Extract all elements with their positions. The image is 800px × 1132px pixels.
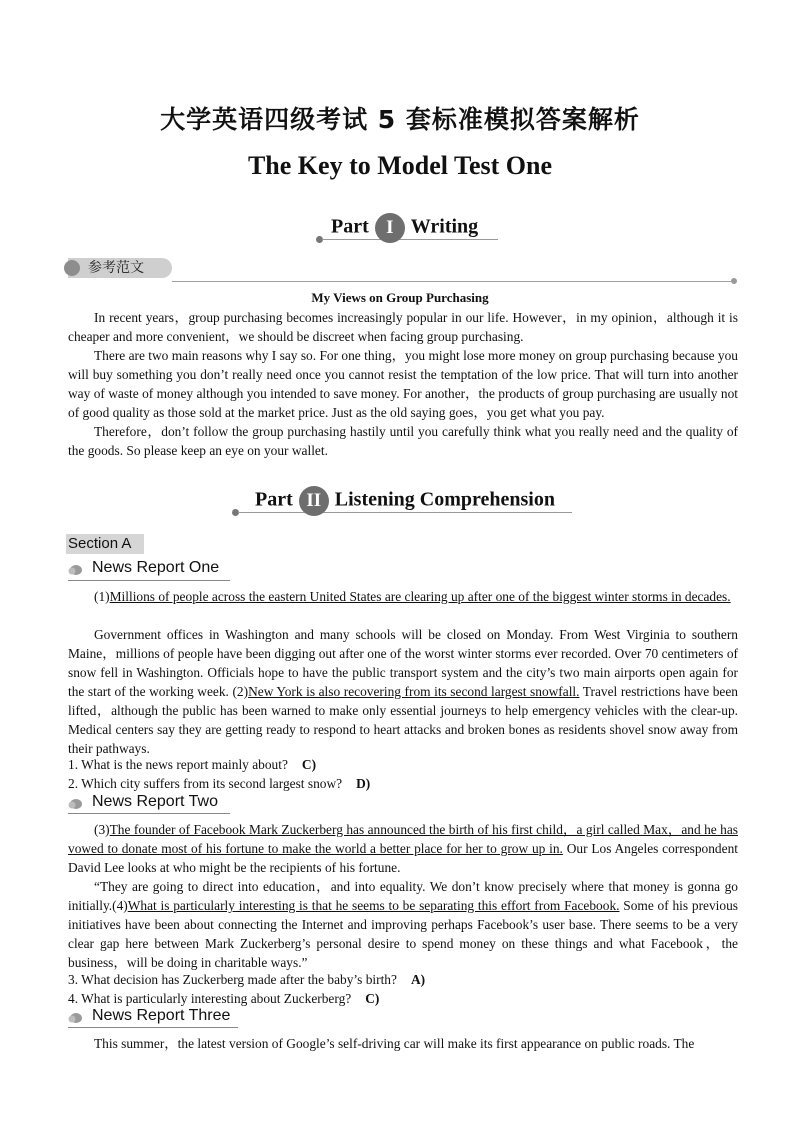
essay-paragraph: There are two main reasons why I say so. For one thing，you might lose more money on group purchasing because you will buy something you don’t really need once you cannot resist the temptation of the low price. That will turn into another way of waste of money although you intended to save money. For another，the products of group purchasing are usually not of good quality as those sold at the market price. Just as the old saying goes，you get what you pay. xyxy=(68,348,738,420)
question-text: 3. What decision has Zuckerberg made after the baby’s birth? xyxy=(68,972,397,987)
transcript-paragraph xyxy=(68,587,738,606)
answer-key: D) xyxy=(356,776,371,791)
part-name: Listening Comprehension xyxy=(334,488,555,511)
cloud-icon xyxy=(68,562,82,576)
key-sentence: Millions of people across the eastern United States are clearing up after one of the biggest winter storms in decades. xyxy=(109,589,731,604)
question-text: 4. What is particularly interesting about Zuckerberg? xyxy=(68,991,352,1006)
news-report-title: News Report Two xyxy=(92,793,218,810)
marker-number: (1) xyxy=(94,589,110,604)
question-item xyxy=(68,774,738,793)
part2-heading xyxy=(255,486,555,516)
heading-underline xyxy=(68,1027,238,1028)
test-key-title: The Key to Model Test One xyxy=(247,151,553,180)
key-sentence: New York is also recovering from its second largest snowfall. xyxy=(248,684,580,699)
marker-number: (2) xyxy=(232,684,249,699)
transcript-text: Our Los Angeles correspondent David Lee looks at who might be the recipients of his fortune. xyxy=(68,841,738,875)
transcript-text: Travel restrictions have been lifted，although the public has been warned to make only essential journeys to help emergency vehicles with the clear-up. Medical centers say they are getting ready to respond to heart attacks and broken bones as residents shovel snow away from their pathways. xyxy=(68,684,738,756)
answer-key: A) xyxy=(410,972,426,987)
bubble-icon xyxy=(64,260,80,276)
reference-tag-label: 参考范文 xyxy=(88,260,144,276)
transcript-paragraph xyxy=(68,820,738,877)
transcript-text: Some of his previous initiatives have been about connecting the Internet and improving perhaps Facebook’s user base. There seems to be a very clear gap here between Mark Zuckerberg’s personal desire to spend money on these things and what Facebook，the business，will be doing in charitable ways.” xyxy=(68,898,738,970)
part-name: Writing xyxy=(410,215,479,238)
transcript-text: “They are going to direct into education，and into equality. We don’t know precisely where that money is gonna go initially. xyxy=(68,879,738,913)
key-sentence: What is particularly interesting is that he seems to be separating this effort from Facebook. xyxy=(127,898,620,913)
marker-number: (4) xyxy=(112,898,128,913)
question-item xyxy=(68,970,738,989)
marker-number: (3) xyxy=(94,822,110,837)
transcript-text: Government offices in Washington and many schools will be closed on Monday. From West Virginia to southern Maine，millions of people have been digging out after one of the worst winter storms ever recorded. Over 70 centimeters of snow fell in Washington. Officials hope to have the public transport system and the city’s two main airports open again for the start of the working week. xyxy=(68,627,738,699)
part1-heading xyxy=(331,213,478,243)
transcript-paragraph xyxy=(68,877,738,972)
heading-underline xyxy=(68,580,230,581)
essay-paragraph: Therefore，don’t follow the group purchasing hastily until you carefully think what you really need and the quality of the goods. So please keep an eye on your wallet. xyxy=(68,424,738,458)
key-sentence: The founder of Facebook Mark Zuckerberg has announced the birth of his first child，a girl called Max，and he has vowed to donate most of his fortune to make the world a better place for her to grow up in. xyxy=(68,822,738,856)
part-numeral-badge: I xyxy=(375,213,405,243)
answer-key: C) xyxy=(301,757,317,772)
question-text: 1. What is the news report mainly about? xyxy=(68,757,288,772)
essay-title: My Views on Group Purchasing xyxy=(311,290,489,305)
news-report-title: News Report Three xyxy=(92,1007,231,1024)
section-a-label: Section A xyxy=(66,534,144,554)
reference-tag xyxy=(68,258,172,278)
essay-paragraph: In recent years，group purchasing becomes increasingly popular in our life. However，in my opinion，although it is cheaper and more convenient，we should be discreet when facing group purchasing. xyxy=(68,310,738,344)
answer-key: C) xyxy=(365,991,380,1006)
question-text: 2. Which city suffers from its second largest snow? xyxy=(68,776,343,791)
cloud-icon xyxy=(68,1010,82,1024)
cloud-icon xyxy=(68,796,82,810)
reference-divider xyxy=(172,281,734,282)
transcript-paragraph xyxy=(68,625,738,758)
page-title: 大学英语四级考试 5 套标准模拟答案解析 xyxy=(160,105,640,134)
question-item xyxy=(68,755,738,774)
part-label: Part xyxy=(255,488,293,511)
part-numeral-badge: II xyxy=(299,486,329,516)
part-label: Part xyxy=(331,215,369,238)
transcript-paragraph: This summer，the latest version of Google’s self-driving car will make its first appearance on public roads. The xyxy=(94,1036,695,1051)
news-report-title: News Report One xyxy=(92,559,220,576)
heading-underline xyxy=(68,813,230,814)
divider-end-dot xyxy=(731,278,737,284)
